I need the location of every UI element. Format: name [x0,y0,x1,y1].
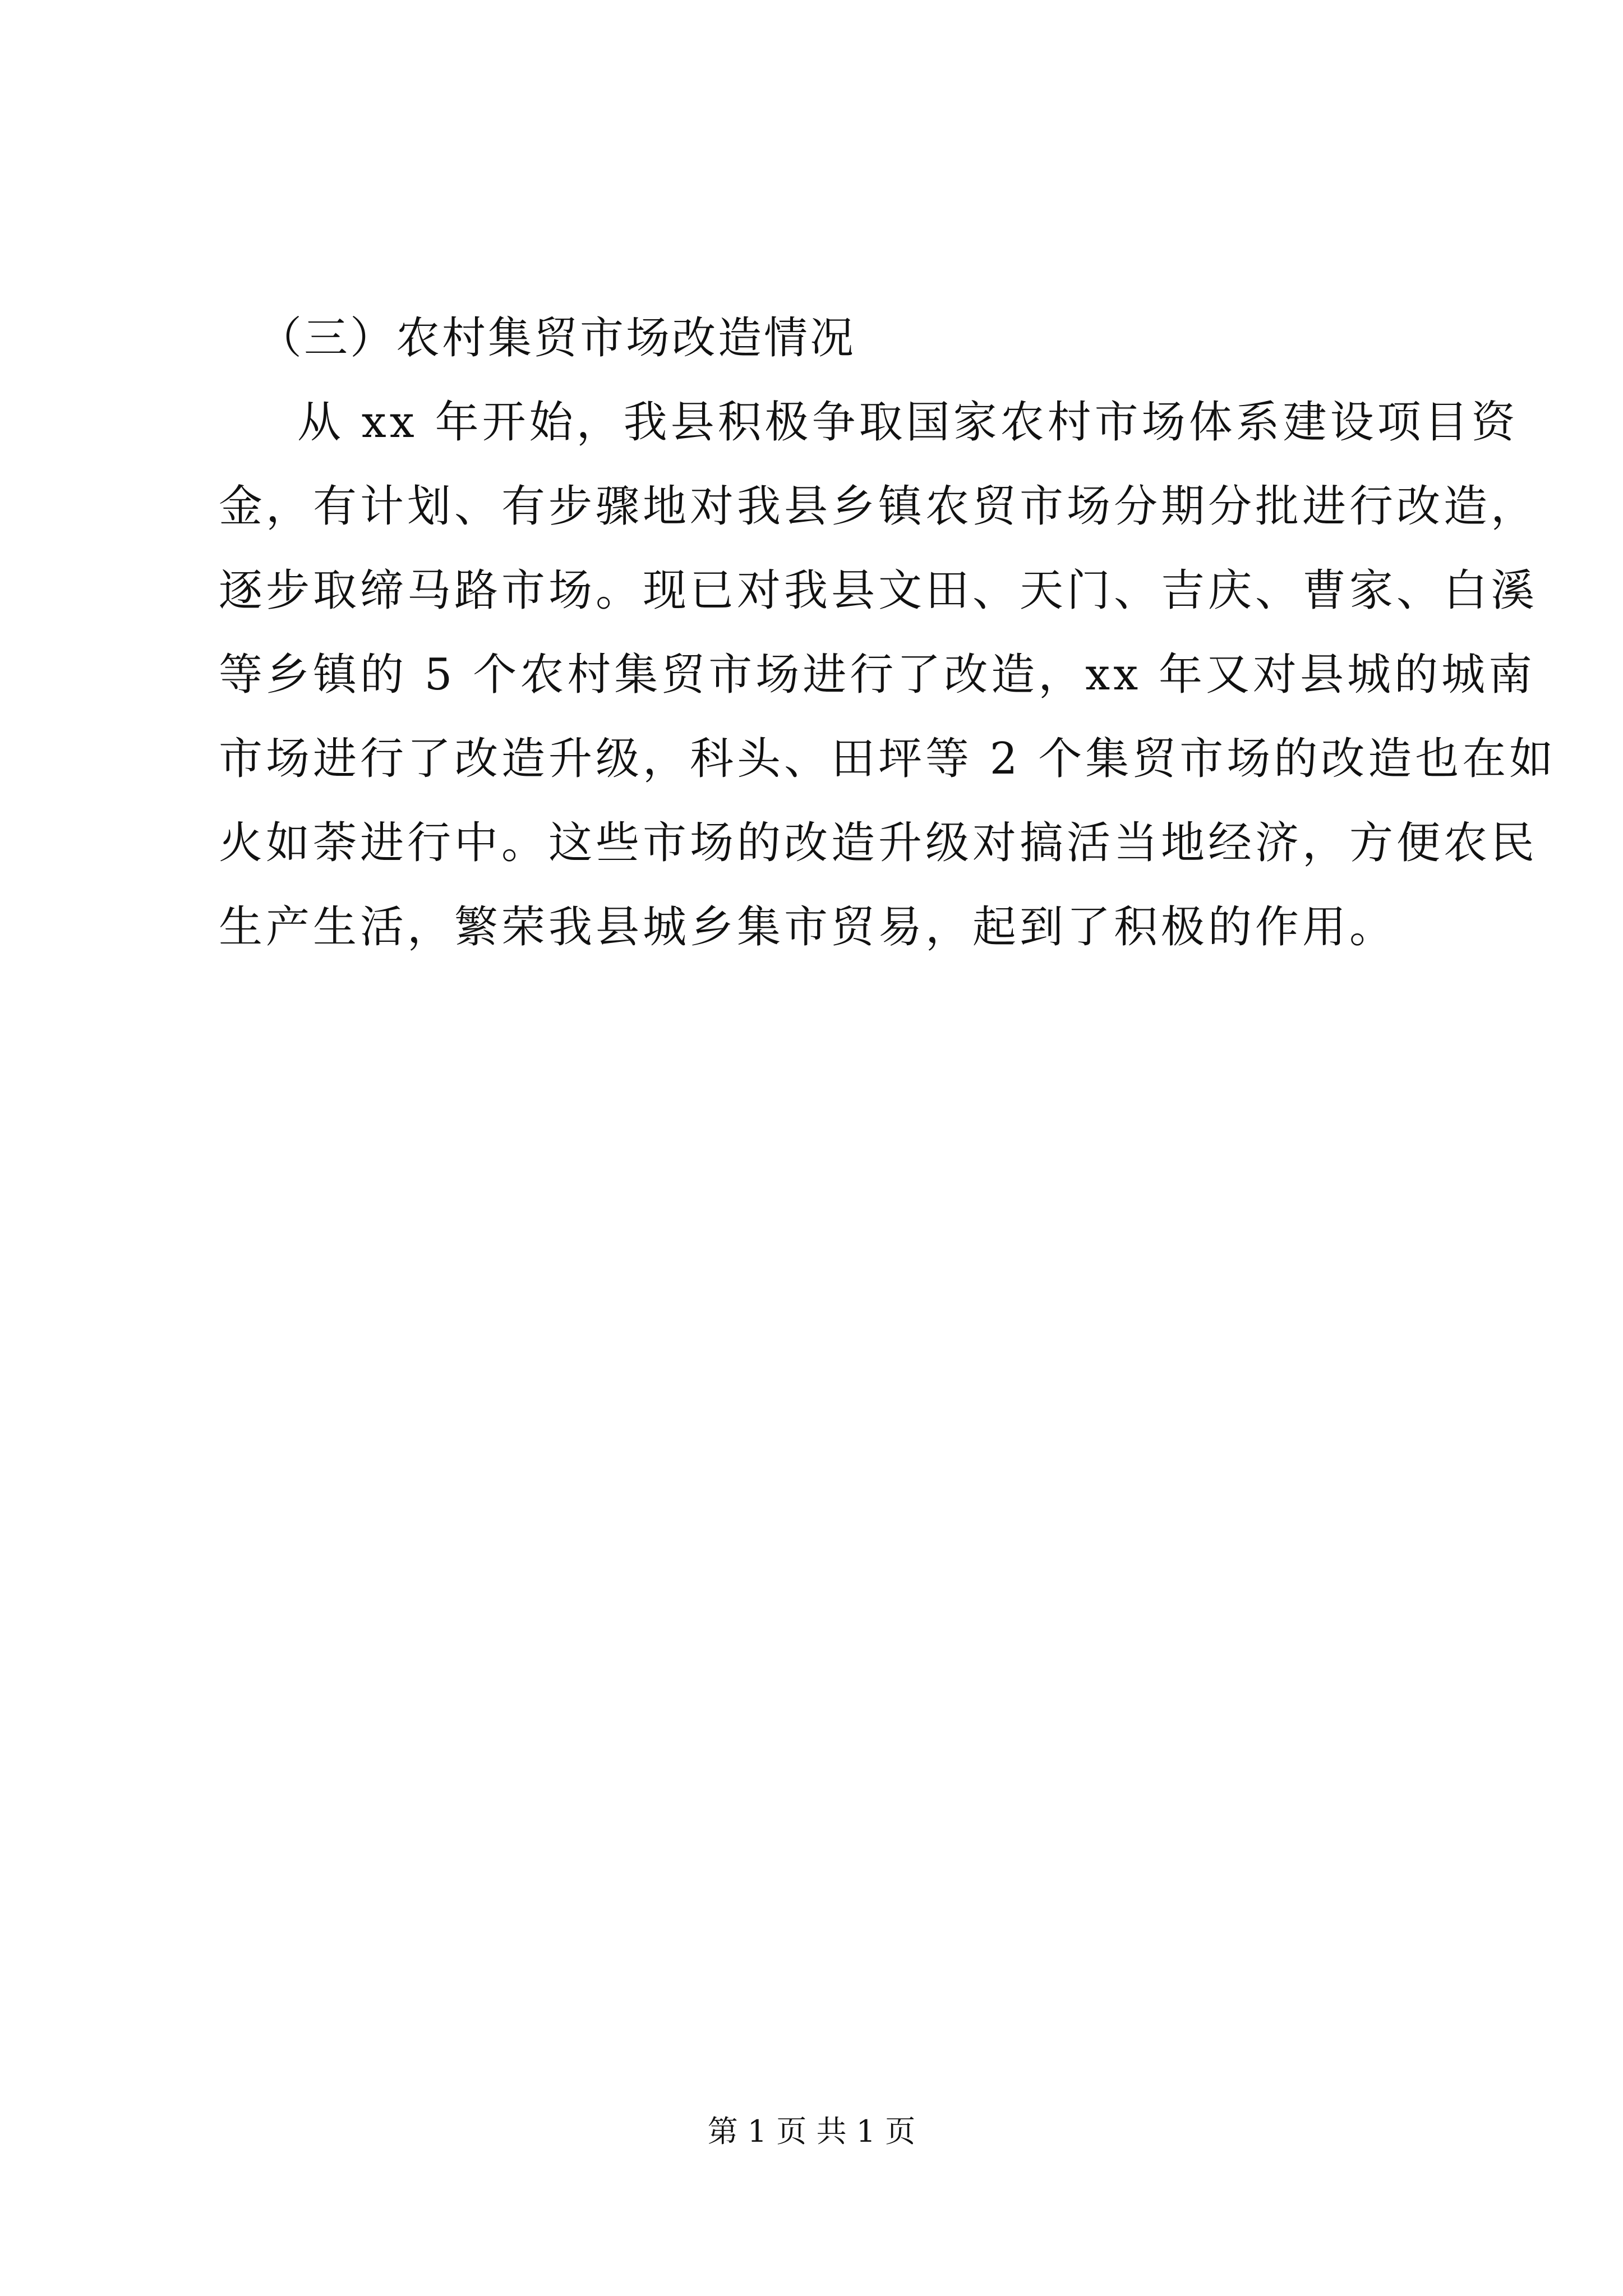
paragraph-line: 火如荼进行中。这些市场的改造升级对搞活当地经济，方便农民 [219,818,1538,868]
paragraph-line: 市场进行了改造升级，科头、田坪等 2 个集贸市场的改造也在如 [219,734,1557,784]
paragraph-line: 等乡镇的 5 个农村集贸市场进行了改造，xx 年又对县城的城南 [219,650,1536,700]
section-heading: （三）农村集贸市场改造情况 [258,313,856,364]
page-footer: 第 1 页 共 1 页 [707,2114,916,2149]
paragraph-line: 金，有计划、有步骤地对我县乡镇农贸市场分期分批进行改造， [219,481,1538,532]
paragraph-line: 从 xx 年开始，我县积极争取国家农村市场体系建设项目资 [297,397,1519,448]
paragraph-line: 逐步取缔马路市场。现已对我县文田、天门、吉庆、曹家、白溪 [219,565,1538,616]
paragraph-line: 生产生活，繁荣我县城乡集市贸易，起到了积极的作用。 [219,902,1397,953]
